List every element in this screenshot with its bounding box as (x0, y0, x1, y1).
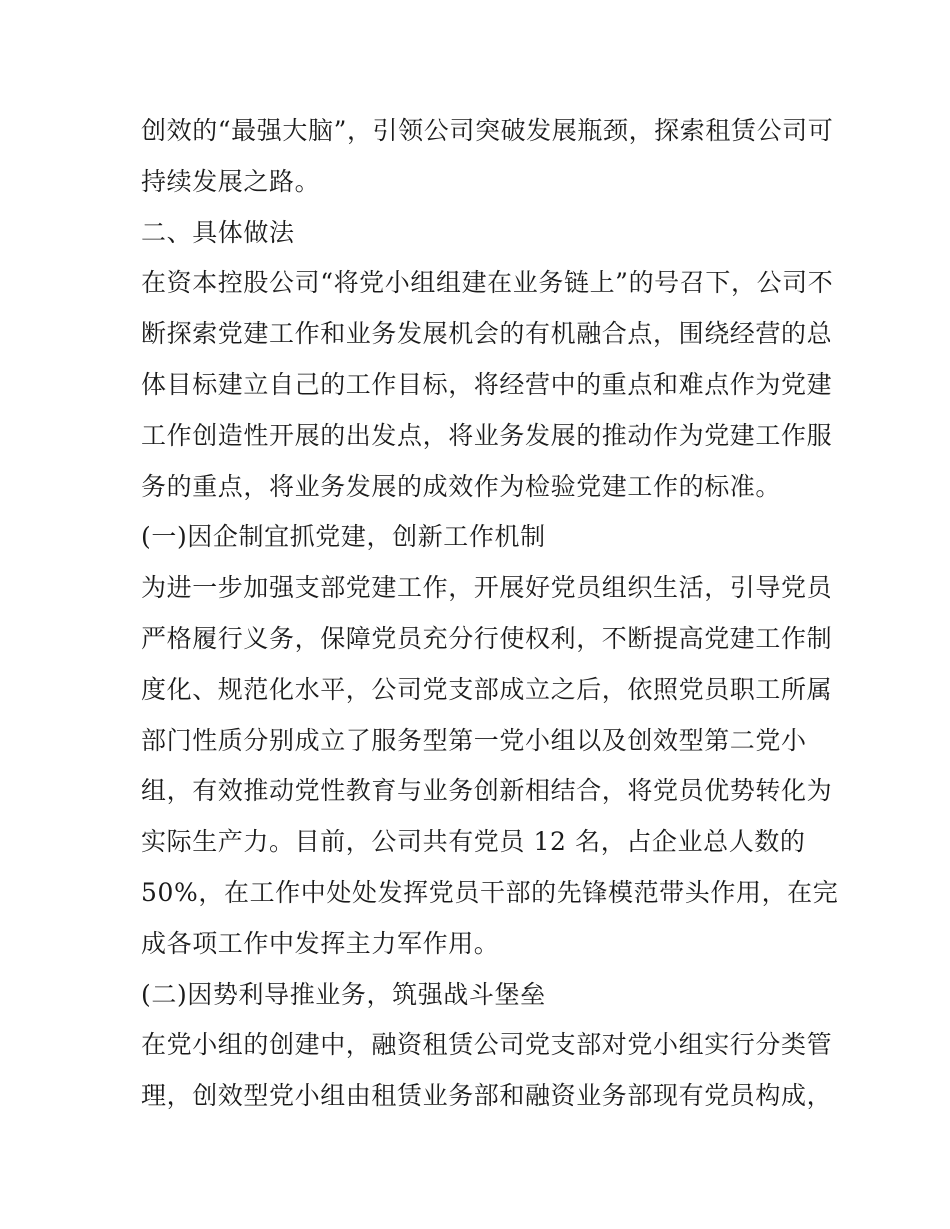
paragraph-line: 50%，在工作中处处发挥党员干部的先锋模范带头作用，在完 (141, 877, 839, 907)
paragraph-line: 工作创造性开展的出发点，将业务发展的推动作为党建工作服 (141, 420, 833, 450)
paragraph-line: 严格履行义务，保障党员充分行使权利，不断提高党建工作制 (141, 623, 833, 653)
paragraph-line: 度化、规范化水平，公司党支部成立之后，依照党员职工所属 (141, 674, 833, 704)
paragraph-line: 务的重点，将业务发展的成效作为检验党建工作的标准。 (141, 471, 782, 501)
paragraph-line: 断探索党建工作和业务发展机会的有机融合点，围绕经营的总 (141, 319, 833, 349)
paragraph-line: 在资本控股公司“将党小组组建在业务链上”的号召下，公司不 (141, 268, 834, 298)
paragraph-line: 在党小组的创建中，融资租赁公司党支部对党小组实行分类管 (141, 1030, 833, 1060)
paragraph-line: 体目标建立自己的工作目标，将经营中的重点和难点作为党建 (141, 369, 833, 399)
paragraph-line: 持续发展之路。 (141, 166, 321, 196)
subsection-heading: (一)因企制宜抓党建，创新工作机制 (141, 522, 546, 552)
paragraph-line: 成各项工作中发挥主力军作用。 (141, 928, 500, 958)
body-text (141, 106, 839, 1122)
paragraph-line: 部门性质分别成立了服务型第一党小组以及创效型第二党小 (141, 725, 807, 755)
subsection-heading: (二)因势利导推业务，筑强战斗堡垒 (141, 979, 546, 1009)
paragraph-line: 组，有效推动党性教育与业务创新相结合，将党员优势转化为 (141, 776, 833, 806)
paragraph-line: 实际生产力。目前，公司共有党员 12 名，占企业总人数的 (141, 827, 806, 857)
paragraph-line: 理，创效型党小组由租赁业务部和融资业务部现有党员构成， (141, 1081, 833, 1111)
paragraph-line: 创效的“最强大脑”，引领公司突破发展瓶颈，探索租赁公司可 (141, 116, 834, 145)
paragraph-line: 为进一步加强支部党建工作，开展好党员组织生活，引导党员 (141, 573, 833, 603)
section-heading: 二、具体做法 (141, 217, 295, 247)
